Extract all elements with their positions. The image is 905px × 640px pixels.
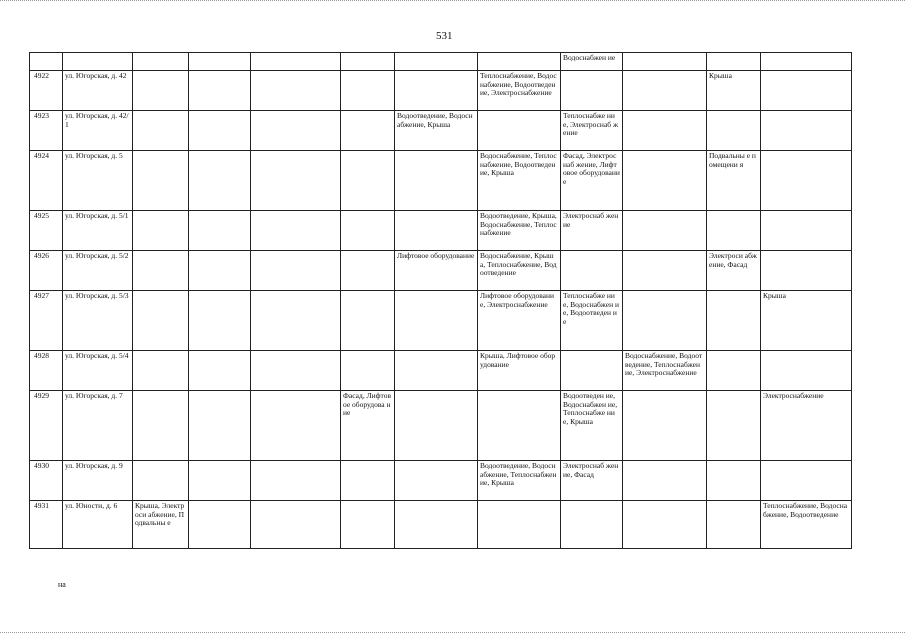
table-cell: Крыша <box>761 291 852 351</box>
table-cell <box>623 391 707 461</box>
table-cell <box>133 391 189 461</box>
address-cell: ул. Югорская, д. 5 <box>63 151 133 211</box>
footnote: на <box>58 580 66 589</box>
table-cell <box>395 53 478 71</box>
table-row <box>30 71 852 111</box>
address-cell: ул. Югорская, д. 5/4 <box>63 351 133 391</box>
table-cell: Водоснабжение, Водоотведение, Теплоснабжение, Электроснабжение <box>623 351 707 391</box>
table-cell <box>707 53 761 71</box>
table-row <box>30 151 852 211</box>
table-cell <box>478 391 561 461</box>
table-cell <box>189 71 251 111</box>
table-row <box>30 291 852 351</box>
table-cell <box>189 111 251 151</box>
table-cell <box>133 461 189 501</box>
table-cell <box>251 251 341 291</box>
table-cell <box>623 291 707 351</box>
table-cell <box>251 291 341 351</box>
table-cell <box>623 53 707 71</box>
table-cell: Водоснабжение, Крыша, Теплоснабжение, Водоотведение <box>478 251 561 291</box>
table-cell: Водоснабжение, Теплоснабжение, Водоотведение, Крыша <box>478 151 561 211</box>
table-cell <box>133 53 189 71</box>
table-cell <box>341 251 395 291</box>
table-row <box>30 111 852 151</box>
table-cell <box>707 211 761 251</box>
row-number-cell: 4927 <box>30 291 63 351</box>
table-cell <box>707 351 761 391</box>
address-cell: ул. Югорская, д. 5/2 <box>63 251 133 291</box>
table-row <box>30 391 852 461</box>
table-cell <box>133 251 189 291</box>
table-cell <box>623 251 707 291</box>
table-cell <box>251 53 341 71</box>
table-cell <box>133 71 189 111</box>
table-cell: Крыша, Электроси абжение, Подвальны е <box>133 501 189 549</box>
table-cell <box>189 211 251 251</box>
table-cell: Теплоснабже ние, Электроснаб жение <box>561 111 623 151</box>
table-cell <box>623 111 707 151</box>
row-number-cell: 4930 <box>30 461 63 501</box>
table-cell <box>189 53 251 71</box>
schedule-table <box>29 52 852 549</box>
table-cell <box>395 151 478 211</box>
table-cell: Электроси абжение, Фасад <box>707 251 761 291</box>
row-number-cell: 4928 <box>30 351 63 391</box>
row-number-cell: 4922 <box>30 71 63 111</box>
table-cell: Теплоснабже ние, Водоснабжен ие, Водоотведен ие <box>561 291 623 351</box>
table-cell <box>707 391 761 461</box>
table-row <box>30 461 852 501</box>
scan-top-edge <box>0 0 905 3</box>
row-number-cell: 4924 <box>30 151 63 211</box>
table-cell <box>251 391 341 461</box>
table-cell <box>395 291 478 351</box>
table-cell <box>707 111 761 151</box>
address-cell: ул. Югорская, д. 9 <box>63 461 133 501</box>
table-cell <box>251 111 341 151</box>
table-cell <box>341 351 395 391</box>
table-cell <box>478 53 561 71</box>
table-cell <box>189 501 251 549</box>
table-cell: Лифтовое оборудование <box>395 251 478 291</box>
table-cell: Лифтовое оборудование, Электроснабжение <box>478 291 561 351</box>
address-cell: ул. Югорская, д. 7 <box>63 391 133 461</box>
table-cell <box>251 351 341 391</box>
table-cell <box>189 151 251 211</box>
table-cell <box>707 461 761 501</box>
table-cell <box>341 111 395 151</box>
table-cell: Крыша, Лифтовое оборудование <box>478 351 561 391</box>
table-cell <box>341 461 395 501</box>
table-cell: Водоотведение, Водоснабжение, Крыша <box>395 111 478 151</box>
table-cell <box>561 71 623 111</box>
address-cell: ул. Югорская, д. 5/3 <box>63 291 133 351</box>
table-cell: Крыша <box>707 71 761 111</box>
table-row <box>30 53 852 71</box>
table-cell <box>251 501 341 549</box>
table-cell <box>761 251 852 291</box>
table-row <box>30 351 852 391</box>
table-cell <box>395 501 478 549</box>
table-cell <box>189 291 251 351</box>
table-cell <box>341 151 395 211</box>
table-cell <box>251 151 341 211</box>
table-cell <box>395 71 478 111</box>
table-cell <box>251 211 341 251</box>
table-row <box>30 251 852 291</box>
row-number-cell: 4923 <box>30 111 63 151</box>
table-cell <box>341 71 395 111</box>
table-cell <box>251 461 341 501</box>
table-cell: Подвальны е помещени я <box>707 151 761 211</box>
table-cell: Теплоснабжение, Водоснабжение, Водоотведение <box>761 501 852 549</box>
table-cell: Электроснабжение <box>761 391 852 461</box>
table-cell <box>623 211 707 251</box>
table-cell: Теплоснабжение, Водоснабжение, Водоотведение, Электроснабжение <box>478 71 561 111</box>
address-cell: ул. Юности, д. 6 <box>63 501 133 549</box>
table-cell <box>251 71 341 111</box>
table-cell <box>189 461 251 501</box>
table-row <box>30 501 852 549</box>
table-cell <box>341 211 395 251</box>
table-cell: Водоснабжен ие <box>561 53 623 71</box>
table-cell: Электроснаб жение, Фасад <box>561 461 623 501</box>
address-cell: ул. Югорская, д. 42/1 <box>63 111 133 151</box>
address-cell: ул. Югорская, д. 5/1 <box>63 211 133 251</box>
table-cell <box>707 291 761 351</box>
table-row <box>30 211 852 251</box>
table-cell <box>478 501 561 549</box>
table-cell <box>561 351 623 391</box>
table-cell <box>623 151 707 211</box>
table-cell <box>395 461 478 501</box>
table-cell <box>395 351 478 391</box>
row-number-cell: 4929 <box>30 391 63 461</box>
table-cell <box>761 111 852 151</box>
table-cell <box>133 351 189 391</box>
address-cell <box>63 53 133 71</box>
table-cell <box>761 53 852 71</box>
table-cell <box>133 111 189 151</box>
table-cell <box>623 71 707 111</box>
row-number-cell: 4931 <box>30 501 63 549</box>
table-cell <box>761 71 852 111</box>
table-cell <box>761 461 852 501</box>
table-cell <box>189 391 251 461</box>
table-cell: Водоотведен ие, Водоснабжен ие, Теплоснабже ние, Крыша <box>561 391 623 461</box>
table-cell <box>623 461 707 501</box>
table-cell <box>395 391 478 461</box>
table-cell <box>341 291 395 351</box>
table-cell <box>623 501 707 549</box>
table-cell <box>761 151 852 211</box>
address-cell: ул. Югорская, д. 42 <box>63 71 133 111</box>
table-cell: Водоотведение, Водоснабжение, Теплоснабжение, Крыша <box>478 461 561 501</box>
table-cell <box>133 211 189 251</box>
table-cell <box>395 211 478 251</box>
table-cell <box>189 351 251 391</box>
scan-bottom-edge <box>0 632 905 635</box>
table-cell <box>341 53 395 71</box>
row-number-cell <box>30 53 63 71</box>
page-number: 531 <box>436 30 453 42</box>
table-body <box>30 53 852 549</box>
table-cell: Фасад, Лифтовое оборудова ние <box>341 391 395 461</box>
table-cell <box>761 351 852 391</box>
table-cell <box>561 501 623 549</box>
table-cell <box>561 251 623 291</box>
table-cell: Электроснаб жение <box>561 211 623 251</box>
table-cell <box>133 151 189 211</box>
table-cell <box>133 291 189 351</box>
table-cell <box>761 211 852 251</box>
table-cell <box>189 251 251 291</box>
table-cell <box>341 501 395 549</box>
table-cell <box>478 111 561 151</box>
table-cell: Водоотведение, Крыша, Водоснабжение, Теплоснабжение <box>478 211 561 251</box>
table-cell: Фасад, Электроснаб жение, Лифтовое оборудовани е <box>561 151 623 211</box>
row-number-cell: 4925 <box>30 211 63 251</box>
table-cell <box>707 501 761 549</box>
row-number-cell: 4926 <box>30 251 63 291</box>
